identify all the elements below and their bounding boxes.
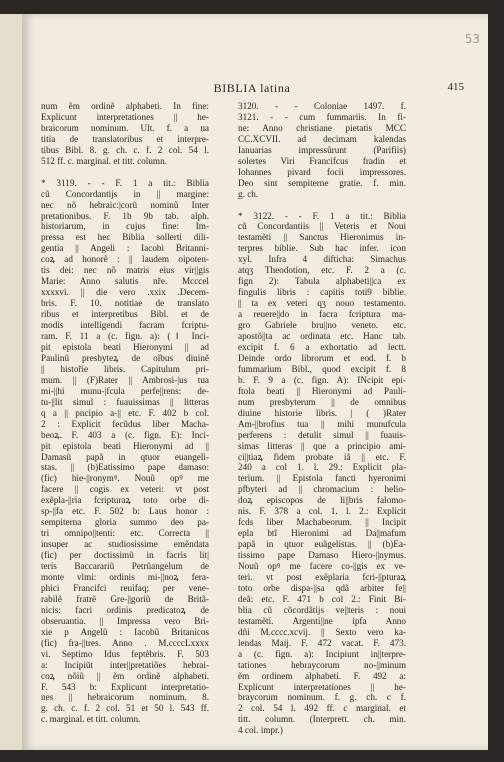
text-line: perferens : detulit simul || fuauis- <box>238 429 406 440</box>
text-line: tu-||lit simul : fuauissimas || litteras <box>41 396 209 407</box>
text-line: pretationibus. F. 1b 9b tab. alph. <box>41 210 209 221</box>
text-line <box>41 167 209 178</box>
folio-number: 415 <box>447 81 464 93</box>
text-line: || histořie libris. Capitulum pri- <box>41 363 209 374</box>
text-line: fign 2): Tabula alphabeti||ca ex <box>238 276 406 287</box>
text-line: apostŏ||ta ac ordinata etc. Hanc tab. <box>238 331 406 342</box>
text-line: tis dei: nec nõ matris eius vir||gis <box>41 265 209 276</box>
text-line: 512 ff. c. marginal. et titt. column. <box>41 155 167 166</box>
text-line: (fic) hie-||ronymꝰ. Nouũ opꝰ me <box>41 473 209 484</box>
running-head <box>40 81 464 95</box>
text-line: tationes hebraycorum no-||minum <box>238 659 406 670</box>
text-line: deã: etc. F. 471 b col 2.: Finit Bi- <box>238 593 406 604</box>
text-line: ne: Anno christiane pietatis MCC <box>238 122 406 133</box>
left-column <box>41 101 209 725</box>
text-line: a: Incipiũt inter||pretatiões hebrai- <box>41 659 209 670</box>
text-line: doꝝ episcopos de li||bris falomo- <box>238 495 406 506</box>
text-line: terpres biblie. Sub hac infer. icon <box>238 243 406 254</box>
text-line: c. marginal. et titt. column. <box>41 714 141 725</box>
text-line: Paulinũ presbyteꝝ de oĩbus diuinẽ <box>41 352 209 363</box>
text-line: q a || pncipio a-|| etc. F. 402 b col. <box>41 407 209 418</box>
text-line: (fic) fra-||tres. Anno . M.ccccLxxxx <box>41 637 209 648</box>
text-line: blia cũ cõcordãtijs ve||teris : noui <box>238 604 406 615</box>
text-line: g. ch. <box>238 188 259 199</box>
text-line: historiarum, in cujus fine: Im- <box>41 221 209 232</box>
text-line: 240 a col 1. l. 29.: Explicit pla- <box>238 462 406 473</box>
text-line <box>238 200 406 211</box>
text-line: excipit f. 6 a exhortatio ad lectt. <box>238 341 406 352</box>
text-line: a (c. fign. a): Incipiunt in||terpre- <box>238 648 406 659</box>
running-title: BIBLIA latina <box>213 81 291 95</box>
text-line: titia de translatoribus et interpre- <box>41 133 209 144</box>
text-line: coꝝ ad honorẽ : || laudem oipoten- <box>41 254 209 265</box>
text-line: epla btĩ Hieronimi ad Da||mafum <box>238 528 406 539</box>
text-line: Damasũ papã in qtuor euangeli- <box>41 451 209 462</box>
text-line: tissimo pape Damaso Hiero-||nymus. <box>238 550 406 561</box>
text-line: titt. column. (Interprett. ch. min. <box>238 714 406 725</box>
text-line: cũ Concordantiis || Veteris et Noui <box>238 221 406 232</box>
text-line: Deinde ordo librorum et eod. f. b <box>238 352 406 363</box>
text-line: (fic) per doctissimũ in facris lit| <box>41 550 209 561</box>
text-line: ẽm ordinem alphabeti. F. 492 a: <box>238 670 406 681</box>
text-line: tri omnipo||tenti: etc. Correcta || <box>41 528 209 539</box>
text-line: xxxxvi. || die vero .xxix .Decem- <box>41 287 209 298</box>
text-line: fcds liber Machabeorum. || Incipit <box>238 517 406 528</box>
text-line: pit epistola beati Hieronymi || ad <box>41 341 209 352</box>
text-line: 3121. - - cum fummariis. In fi- <box>238 111 406 122</box>
text-line: nicis: facri ordinis predicatoꝝ de <box>41 604 209 615</box>
text-line: modis intelligendi facram fcriptu- <box>41 320 209 331</box>
text-line: phici Francifci reuifaq; per vene- <box>41 582 209 593</box>
text-line: sempiterna gloria summo deo pa- <box>41 517 209 528</box>
text-line: tibus Bibl. 8. g. ch. c. f. 2 col. 54 l. <box>41 144 209 155</box>
text-line: CC.XCVII. ad decimam kalendas <box>238 133 406 144</box>
text-line: teris Baccarariũ Petrũangelum de <box>41 561 209 572</box>
text-line: terium. || Epistola fancti hyeronimi <box>238 473 406 484</box>
text-line: xyl. Infra 4 difticha: Simachus <box>238 254 406 265</box>
text-line: stas. || (b)Eatissimo pape damaso: <box>41 462 209 473</box>
text-line: num ẽm ordinẽ alphabeti. In fine: <box>41 101 209 111</box>
text-line: monte vlmi: ordinis mi-||noꝝ fera- <box>41 571 209 582</box>
text-line: Nouũ opꝰ me facere co-||gis ex ve- <box>238 561 406 572</box>
text-line: ftola beati || Hieronymi ad Pauli- <box>238 385 406 396</box>
text-line: testamẽti. Argenti||ne ipfa Anno <box>238 615 406 626</box>
text-line: 2 : Explicit fecũdus liber Macha- <box>41 418 209 429</box>
text-line: nec nõ hebraic:|corũ nominũ Inter <box>41 199 209 210</box>
text-line: obseruantia. || Impressa vero Bri- <box>41 615 209 626</box>
text-line: nis. F. 378 a col. 1. l. 2.: Explicit <box>238 506 406 517</box>
text-line: bris. F. 10. notitiae de translato <box>41 298 209 309</box>
text-line: mi-||hi munu-|fcula perfe||rens: de- <box>41 385 209 396</box>
text-line: simas litteras || que a principio ami- <box>238 440 406 451</box>
text-line: xie p Angelũ : Iacobũ Britanicos <box>41 626 209 637</box>
text-line: g. ch. c. f. 2 col. 51 et 50 l. 543 ff. <box>41 703 209 714</box>
text-line: b. F. 9 a (c. fign. A): INcipit epi- <box>238 374 406 385</box>
text-line: braycorum nominum. f. g. ch. c f. <box>238 692 406 703</box>
text-line: diuine historie libris. | ( )Rater <box>238 407 406 418</box>
text-line: nes || hebraicorum nominum. 8. <box>41 692 209 703</box>
text-line: gentia || Angeli : Iacobi Britanni- <box>41 243 209 254</box>
text-line: vi. Septimo Idus feptẽbris. F. 503 <box>41 648 209 659</box>
text-line: pit epistola beati Hieronymi ad || <box>41 440 209 451</box>
text-line: insuper ac studiosissime emẽndata <box>41 539 209 550</box>
text-line: coꝝ nõiũ || ẽm ordinẽ alphabeti. <box>41 670 209 681</box>
text-line: Iohannes pivard focii impressores. <box>238 166 406 177</box>
text-line: beoꝝ. F. 403 a (c. fign. E): Inci- <box>41 429 209 440</box>
text-line: a reuere||do in facra fcriptura ma- <box>238 309 406 320</box>
text-line: dñi M.cccc.xcvij. || Sexto vero ka- <box>238 626 406 637</box>
text-line: ribus et interpretibus Bibl. et de <box>41 309 209 320</box>
page-pencil-mark: 53 <box>464 32 480 46</box>
text-line: 2 col. 54 l. 492 ff. c marginal. et <box>238 703 406 714</box>
text-line: * 3119. - - F. 1 a tit.: Biblia <box>41 177 209 188</box>
text-line: exẽpla-||ria fcripturaꝝ toto orbe di- <box>41 495 209 506</box>
text-line: Am-||brofius tua || mihi munufcula <box>238 418 406 429</box>
text-line: rabilẽ fratrẽ Gre-||goriũ de Britã- <box>41 593 209 604</box>
text-line: Deo sint sempiterne gratie. f. min. <box>238 177 406 188</box>
text-line: 3120. - - Coloniae 1497. f. <box>238 101 406 111</box>
text-line: sp-||fa etc. F. 502 b: Laus honor : <box>41 506 209 517</box>
text-line: facere || cogis ex veteri: vt post <box>41 484 209 495</box>
text-line: solertes Viri Francifcus fradin et <box>238 155 406 166</box>
text-line: fummarium Bibl., quod excipit f. 8 <box>238 363 406 374</box>
right-column <box>238 101 406 736</box>
text-line: testamẽti || Sanctus Hieronimus in- <box>238 232 406 243</box>
text-line: toto orbe dispa-||sa qdã arbiter fe|| <box>238 582 406 593</box>
text-line: pressa est hec Biblia sollerti dili- <box>41 232 209 243</box>
text-line: || ta ex veteri qʒ nouo testamento. <box>238 298 406 309</box>
text-line: fingulis libris : capitis toti9 biblie. <box>238 287 406 298</box>
text-line: papã in qtuor euãgelistas. || (b)Ea- <box>238 539 406 550</box>
text-line: num presbyterum || de omnibus <box>238 396 406 407</box>
text-line: ci||tiaꝝ fidem probate iã || etc. F. <box>238 451 406 462</box>
text-line: ram. F. 11 a (c. fign. a): (Ⅰ Inci- <box>41 331 209 342</box>
text-line: atqʒ Theodotion, etc. F. 2 a (c. <box>238 265 406 276</box>
text-line: Ianuarias impressũrunt (Parifiis) <box>238 144 406 155</box>
text-line: Explicunt interpretationes || he- <box>238 681 406 692</box>
text-line: Marie: Anno salutis nře. Mcccel <box>41 276 209 287</box>
text-line: lendas Maij. F. 472 vacat. F. 473. <box>238 637 406 648</box>
text-line: braicorum nominum. Ult. f. a na <box>41 122 209 133</box>
text-line: F. 543 b: Explicunt interpretatio- <box>41 681 209 692</box>
text-line: gro Gabriele bru||no veneto. etc. <box>238 320 406 331</box>
text-line: cũ Concordantijs in || margine: <box>41 188 209 199</box>
text-line: pfbyteri ad || chromacium : helio- <box>238 484 406 495</box>
text-line: Explicunt interpretationes || he- <box>41 111 209 122</box>
previous-page-edge <box>0 14 22 750</box>
text-line: * 3122. - - F. 1 a tit.: Biblia <box>238 210 406 221</box>
text-line: 4 col. impr.) <box>238 725 283 736</box>
text-line: teri. vt post exẽplaria fcri-||pturaꝝ <box>238 571 406 582</box>
text-line: mum. || (F)Rater || Ambrosi-|us tua <box>41 374 209 385</box>
